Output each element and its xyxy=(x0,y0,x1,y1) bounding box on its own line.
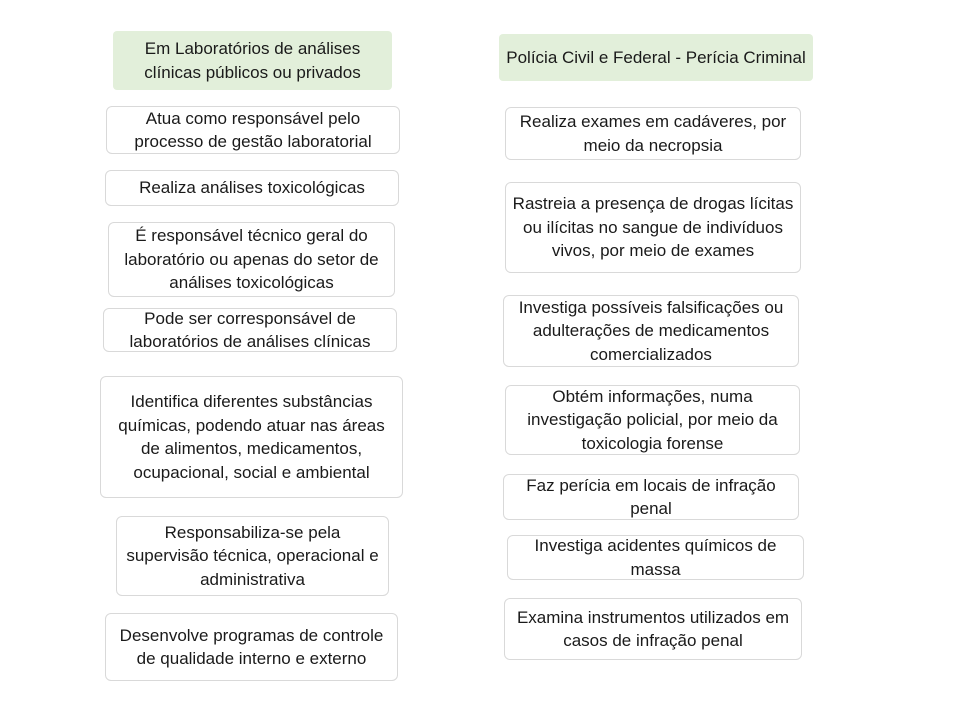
left-column-header: Em Laboratórios de análises clínicas públicos ou privados xyxy=(113,31,392,90)
right-item-falsificacoes: Investiga possíveis falsificações ou adulterações de medicamentos comercializados xyxy=(503,295,799,367)
left-item-gestao-laboratorial: Atua como responsável pelo processo de gestão laboratorial xyxy=(106,106,400,154)
right-item-instrumentos: Examina instrumentos utilizados em casos de infração penal xyxy=(504,598,802,660)
right-item-rastreia-drogas: Rastreia a presença de drogas lícitas ou ilícitas no sangue de indivíduos vivos, por meio de exames xyxy=(505,182,801,273)
right-column-header: Polícia Civil e Federal - Perícia Criminal xyxy=(499,34,813,81)
left-item-substancias-quimicas: Identifica diferentes substâncias químicas, podendo atuar nas áreas de alimentos, medicamentos, ocupacional, social e ambiental xyxy=(100,376,403,498)
right-item-toxicologia-forense: Obtém informações, numa investigação policial, por meio da toxicologia forense xyxy=(505,385,800,455)
left-item-corresponsavel: Pode ser corresponsável de laboratórios de análises clínicas xyxy=(103,308,397,352)
left-item-analises-toxicologicas: Realiza análises toxicológicas xyxy=(105,170,399,206)
right-item-necropsia: Realiza exames em cadáveres, por meio da necropsia xyxy=(505,107,801,160)
left-item-responsavel-tecnico: É responsável técnico geral do laboratório ou apenas do setor de análises toxicológicas xyxy=(108,222,395,297)
right-item-acidentes-quimicos: Investiga acidentes químicos de massa xyxy=(507,535,804,580)
left-item-supervisao: Responsabiliza-se pela supervisão técnica, operacional e administrativa xyxy=(116,516,389,596)
left-item-controle-qualidade: Desenvolve programas de controle de qualidade interno e externo xyxy=(105,613,398,681)
right-item-pericia-locais: Faz perícia em locais de infração penal xyxy=(503,474,799,520)
